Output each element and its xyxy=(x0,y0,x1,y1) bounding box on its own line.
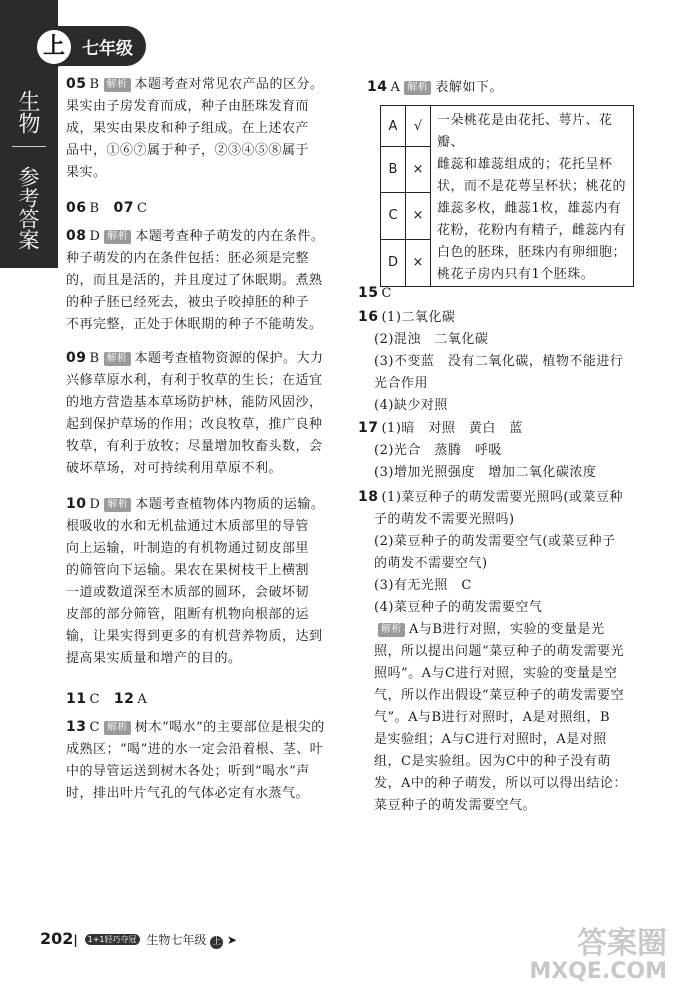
text-line: 的地方营造基本草场防护林，能防风固沙， xyxy=(66,395,323,410)
text-line: (1)二氧化碳 xyxy=(381,310,456,325)
text-line: 成，果实由果皮和种子组成。在上述农产 xyxy=(66,121,310,136)
answer-table xyxy=(380,105,634,287)
question-number: 09 xyxy=(66,350,87,366)
question-number: 05 xyxy=(66,76,87,92)
question-09 xyxy=(66,347,356,480)
text-line: 菜豆种子的萌发需要空气。 xyxy=(374,798,537,813)
question-number: 06 xyxy=(66,200,87,216)
footer-grade-mark: 上 xyxy=(212,937,222,947)
answer-letter: C xyxy=(89,692,100,707)
text-line: 果实。 xyxy=(66,165,107,180)
text-line: 照吗”。A与C进行对照，实验的变量是空 xyxy=(374,666,618,681)
text-line: 桃花子房内只有1个胚珠。 xyxy=(437,267,595,282)
intro-text: 表解如下。 xyxy=(435,80,503,95)
text-line: 花粉，花粉内有精子，雌蕊内有 xyxy=(437,223,627,238)
analysis-tag: 解析 xyxy=(404,81,431,95)
answer-letter: B xyxy=(89,201,100,216)
text-line: 种子萌发的内在条件包括：胚必须是完整 xyxy=(66,251,310,266)
text-line: 是实验组；A与C进行对照时，A是对照 xyxy=(374,732,607,747)
question-number: 12 xyxy=(113,691,135,707)
question-number: 17 xyxy=(358,420,379,436)
text-line: 不再完整，正处于休眠期的种子不能萌发。 xyxy=(66,317,323,332)
arrow-icon: ➤ xyxy=(227,933,238,947)
table-option: C xyxy=(381,193,406,239)
answer-letter: B xyxy=(89,351,100,366)
text-line: 树木“喝水”的主要部位是根尖的 xyxy=(134,720,325,735)
question-14 xyxy=(367,76,647,99)
text-line: 一道或数道深至木质部的圆环，会破坏韧 xyxy=(66,585,310,600)
text-line: 子的萌发不需要光照吗) xyxy=(374,512,515,527)
analysis-tag: 解析 xyxy=(104,721,131,735)
question-15 xyxy=(358,282,648,305)
text-line: 破坏草场，对可持续利用草原不利。 xyxy=(66,461,283,476)
watermark-title: 答案圈 xyxy=(577,926,667,961)
text-line: 的种子胚已经死去，被虫子咬掉胚的种子 xyxy=(66,295,310,310)
text-line: 白色的胚珠，胚珠内有卵细胞； xyxy=(437,245,627,260)
text-line: 雌蕊和雄蕊组成的；花托呈杯 xyxy=(437,157,613,172)
question-number: 11 xyxy=(66,691,87,707)
analysis-tag: 解析 xyxy=(378,623,405,637)
question-17 xyxy=(358,417,648,484)
answer-letter: C xyxy=(89,720,100,735)
text-line: 皮部的部分筛管，阻断有机物向根部的运 xyxy=(66,607,310,622)
question-11-12 xyxy=(66,688,356,711)
question-number: 14 xyxy=(367,79,388,95)
sidebar-divider xyxy=(12,146,46,147)
footer-text: 生物七年级 xyxy=(146,933,207,947)
text-line: 气”。A与B进行对照时，A是对照组，B xyxy=(374,710,611,725)
text-line: 一朵桃花是由花托、萼片、花瓣、 xyxy=(437,113,613,150)
analysis-tag: 解析 xyxy=(104,230,131,244)
text-line: 果实由子房发育而成，种子由胚珠发育而 xyxy=(66,99,310,114)
text-line: 雄蕊多枚，雌蕊1枚，雄蕊内有 xyxy=(437,201,622,216)
text-line: 本题考查植物资源的保护。大力 xyxy=(134,351,324,366)
text-line: 兴修草原水利，有利于牧草的生长；在适宜 xyxy=(66,373,323,388)
question-number: 07 xyxy=(113,200,134,216)
text-line: (1)暗 对照 黄白 蓝 xyxy=(381,421,523,436)
question-number: 13 xyxy=(66,719,87,735)
text-line: 本题考查种子萌发的内在条件。 xyxy=(135,229,325,244)
analysis-tag: 解析 xyxy=(104,352,131,366)
table-option: A xyxy=(381,106,406,147)
page-number: 202 xyxy=(40,929,74,948)
question-number: 10 xyxy=(66,496,87,512)
table-mark: √ xyxy=(406,106,431,147)
text-line: (3)有无光照 C xyxy=(374,578,472,593)
answer-letter: C xyxy=(381,286,392,301)
watermark xyxy=(529,928,667,984)
text-line: (2)光合 蒸腾 呼吸 xyxy=(374,443,502,458)
text-line: 根吸收的水和无机盐通过木质部里的导管 xyxy=(66,519,310,534)
text-line: (2)菜豆种子的萌发需要空气(或菜豆种子 xyxy=(374,534,616,549)
grade-badge: 上 xyxy=(34,27,74,67)
section-label: 参考答案 xyxy=(16,166,40,250)
analysis-tag: 解析 xyxy=(104,498,131,512)
text-line: A与B进行对照，实验的变量是光 xyxy=(409,622,605,637)
question-18 xyxy=(358,486,648,817)
text-line: (4)菜豆种子的萌发需要空气 xyxy=(374,600,543,615)
question-10 xyxy=(66,493,356,670)
grade-label: 七年级 xyxy=(82,39,133,59)
question-06-07 xyxy=(66,197,356,220)
text-line: 本题考查对常见农产品的区分。 xyxy=(134,77,324,92)
text-line: 发，A中的种子萌发，所以可以得出结论： xyxy=(374,776,627,791)
question-number: 16 xyxy=(358,309,379,325)
text-line: 组，C是实验组。因为C中的种子没有萌 xyxy=(374,754,611,769)
text-line: 向上运输，叶制造的有机物通过韧皮部里 xyxy=(66,541,310,556)
text-line: 时，排出叶片气孔的气体必定有水蒸气。 xyxy=(66,786,310,801)
text-line: 本题考查植物体内物质的运输。 xyxy=(135,497,325,512)
text-line: (2)混浊 二氧化碳 xyxy=(374,332,489,347)
text-line: 的，而且是活的，并且度过了休眠期。煮熟 xyxy=(66,273,323,288)
subject-label: 生物 xyxy=(15,90,40,134)
text-line: 的萌发不需要空气) xyxy=(374,556,488,571)
text-line: 照，所以提出问题“菜豆种子的萌发需要光 xyxy=(374,644,625,659)
text-line: 中的导管运送到树木各处；听到“喝水”声 xyxy=(66,764,310,779)
text-line: 气，所以作出假设“菜豆种子的萌发需要空 xyxy=(374,688,625,703)
text-line: (4)缺少对照 xyxy=(374,398,448,413)
question-13 xyxy=(66,716,356,805)
text-line: (3)增加光照强度 增加二氧化碳浓度 xyxy=(374,465,597,480)
text-line: 牧草，有利于放牧；尽量增加牧畜头数，会 xyxy=(66,439,323,454)
question-08 xyxy=(66,225,356,336)
question-number: 08 xyxy=(66,228,87,244)
text-line: 输，让果实得到更多的有机营养物质，达到 xyxy=(66,629,323,644)
text-line: 提高果实质量和增产的目的。 xyxy=(66,651,242,666)
brand-logo: 1+1轻巧夺冠 xyxy=(85,934,140,945)
text-line: 起到保护草场的作用；改良牧草，推广良种 xyxy=(66,417,323,432)
table-option: B xyxy=(381,147,406,193)
question-16 xyxy=(358,306,648,417)
page-footer: 202| 1+1轻巧夺冠 生物七年级 上 ➤ xyxy=(40,929,238,948)
text-line: (3)不变蓝 没有二氧化碳，植物不能进行 xyxy=(374,354,624,369)
answer-letter: A xyxy=(137,692,148,707)
answer-letter: D xyxy=(89,229,101,244)
text-line: (1)菜豆种子的萌发需要光照吗(或菜豆种 xyxy=(381,490,623,505)
answer-letter: B xyxy=(89,77,100,92)
table-mark: × xyxy=(406,239,431,286)
table-option: D xyxy=(381,239,406,286)
question-number: 15 xyxy=(358,285,379,301)
table-row xyxy=(381,106,634,147)
question-05 xyxy=(66,73,356,184)
text-line: 的筛管向下运输。果农在果树枝干上横割 xyxy=(66,563,310,578)
text-line: 状，而不是花萼呈杯状；桃花的 xyxy=(437,179,627,194)
answer-letter: A xyxy=(390,80,401,95)
watermark-url: MXQE.COM xyxy=(529,959,667,984)
table-mark: × xyxy=(406,193,431,239)
question-number: 18 xyxy=(358,489,379,505)
analysis-tag: 解析 xyxy=(104,78,131,92)
answer-letter: C xyxy=(136,201,148,216)
table-description xyxy=(431,106,634,287)
text-line: 成熟区；“喝”进的水一定会沿着根、茎、叶 xyxy=(66,742,324,757)
text-line: 品中，①⑥⑦属于种子，②③④⑤⑧属于 xyxy=(66,143,310,158)
text-line: 光合作用 xyxy=(374,376,429,391)
table-mark: × xyxy=(406,147,431,193)
answer-letter: D xyxy=(89,497,101,512)
